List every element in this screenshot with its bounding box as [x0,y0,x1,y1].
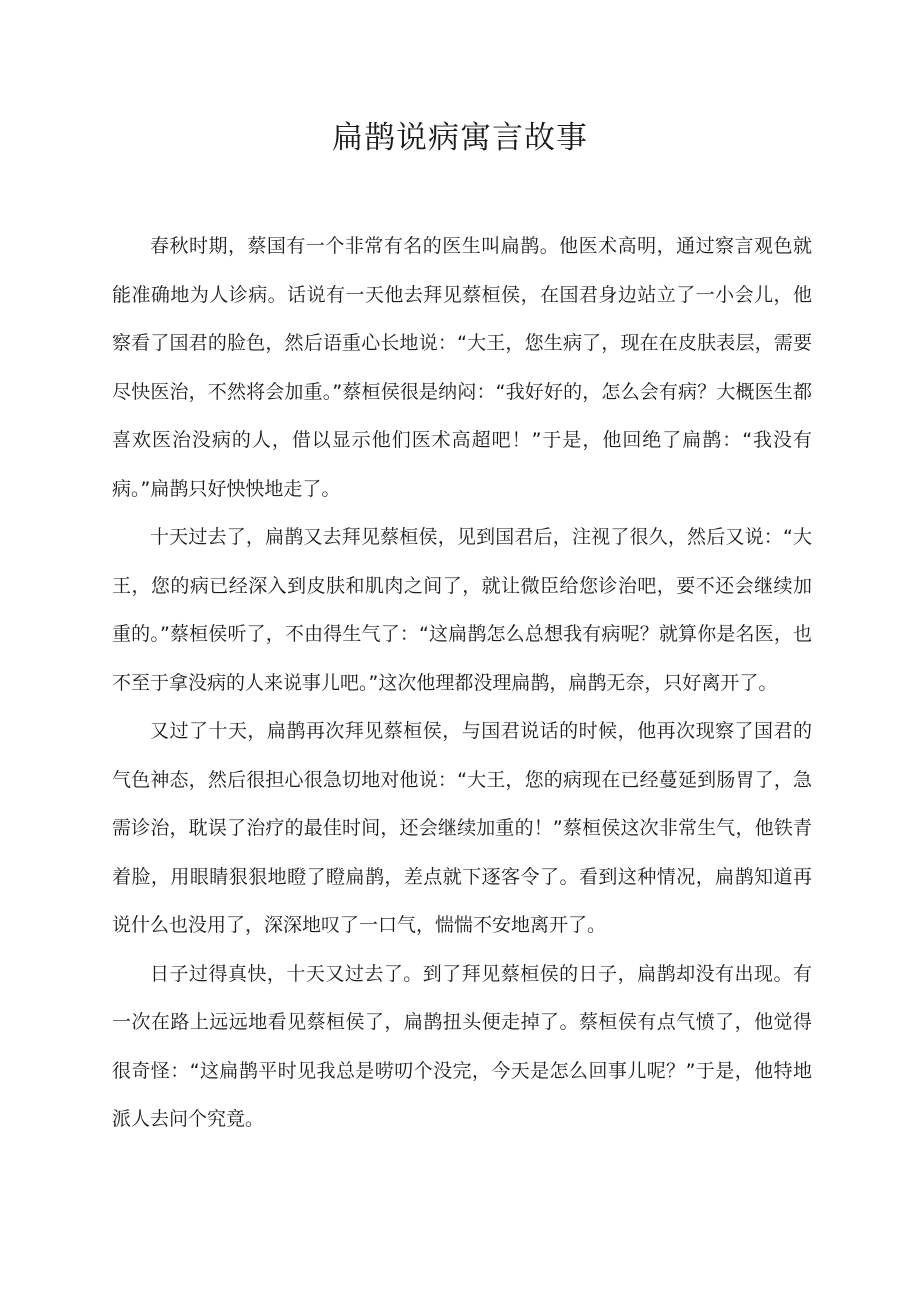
paragraph-1: 春秋时期，蔡国有一个非常有名的医生叫扁鹊。他医术高明，通过察言观色就能准确地为人诊病。话说有一天他去拜见蔡桓侯，在国君身边站立了一小会儿，他察看了国君的脸色，然后语重心长地说：“大王，您生病了，现在在皮肤表层，需要尽快医治，不然将会加重。”蔡桓侯很是纳闷：“我好好的，怎么会有病？大概医生都喜欢医治没病的人，借以显示他们医术高超吧！”于是，他回绝了扁鹊：“我没有病。”扁鹊只好怏怏地走了。 [112,235,812,500]
story-body [112,222,812,1144]
paragraph-3: 又过了十天，扁鹊再次拜见蔡桓侯，与国君说话的时候，他再次现察了国君的气色神态，然后很担心很急切地对他说：“大王，您的病现在已经蔓延到肠胃了，急需诊治，耽误了治疗的最佳时间，还会继续加重的！”蔡桓侯这次非常生气，他铁青着脸，用眼睛狠狠地瞪了瞪扁鹊，差点就下逐客令了。看到这种情况，扁鹊知道再说什么也没用了，深深地叹了一口气，惴惴不安地离开了。 [112,720,812,936]
paragraph-2: 十天过去了，扁鹊又去拜见蔡桓侯，见到国君后，注视了很久，然后又说：“大王，您的病已经深入到皮肤和肌肉之间了，就让微臣给您诊治吧，要不还会继续加重的。”蔡桓侯听了，不由得生气了：“这扁鹊怎么总想我有病呢？就算你是名医，也不至于拿没病的人来说事儿吧。”这次他理都没理扁鹊，扁鹊无奈，只好离开了。 [112,526,812,694]
page-title: 扁鹊说病寓言故事 [332,120,588,156]
paragraph-4: 日子过得真快，十天又过去了。到了拜见蔡桓侯的日子，扁鹊却没有出现。有一次在路上远远地看见蔡桓侯了，扁鹊扭头便走掉了。蔡桓侯有点气愤了，他觉得很奇怪：“这扁鹊平时见我总是唠叨个没完，今天是怎么回事儿呢？”于是，他特地派人去问个究竟。 [112,962,812,1130]
